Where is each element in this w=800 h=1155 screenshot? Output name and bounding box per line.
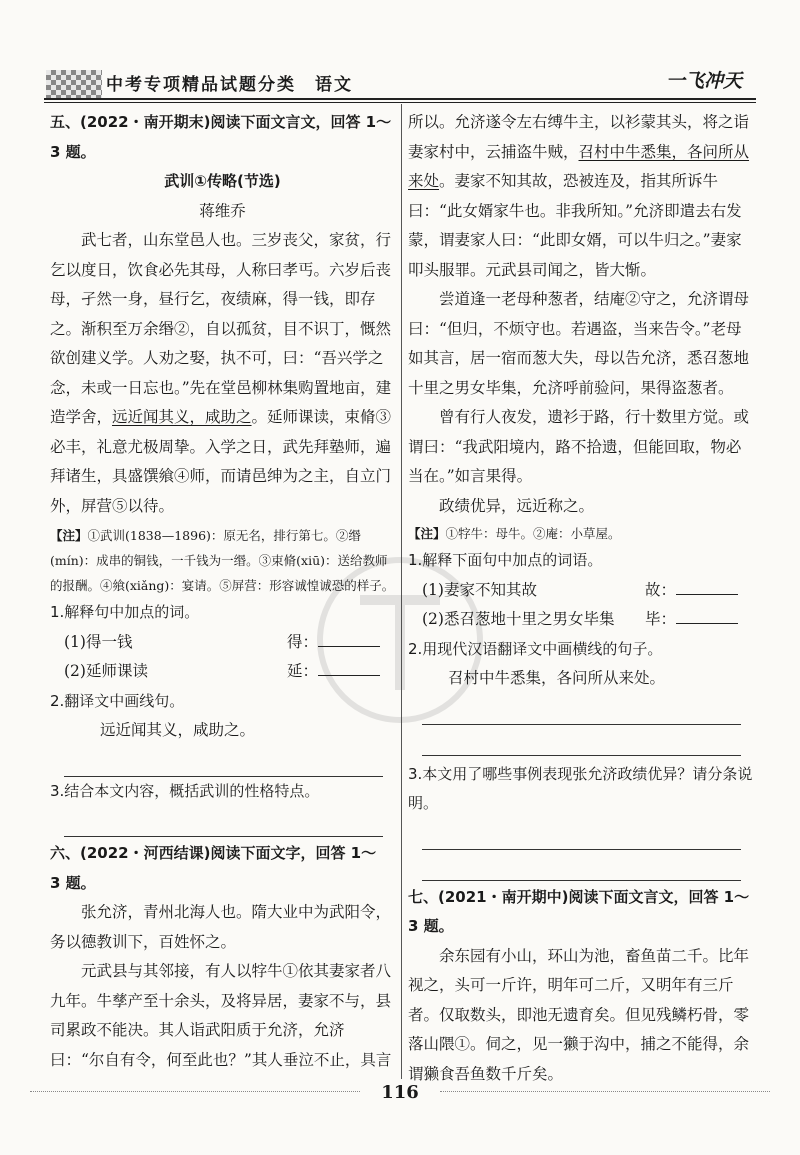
answer-blank[interactable]	[318, 630, 380, 647]
question-2-sentence: 远近闻其义，咸助之。	[100, 721, 256, 739]
question-1: 1.解释下面句中加点的词语。	[408, 551, 603, 569]
footer-rule-left	[30, 1091, 360, 1093]
question-2: 2.用现代汉语翻译文中画横线的句子。	[408, 639, 663, 658]
header-title: 中考专项精品试题分类 语文	[106, 75, 353, 95]
article-paragraph: 元武县与其邻接，有人以牸牛①依其妻家者八九年。牛孳产至十余头，及将异居，妻家不与，县司累政不能决。其人诣武阳质于允济，允济曰：“尔自有令，何至此也？”其人垂泣不止，具言	[50, 962, 392, 1069]
question-3: 3.本文用了哪些事例表现张允济政绩优异？请分条说明。	[408, 764, 753, 812]
section6-title-cont: 3 题。	[50, 873, 96, 892]
question-2-sentence: 召村中牛悉集，各问所从来处。	[448, 669, 666, 687]
question-2: 2.翻译文中画线句。	[50, 691, 185, 710]
section7-title-cont: 3 题。	[408, 917, 454, 935]
article-title: 武训①传略(节选)	[164, 172, 281, 190]
article-paragraph: 余东园有小山，环山为池，畜鱼苗二千。比年视之，头可一斤许，明年可二斤，又明年有三斤者。仅取数头，即池无遗育矣。但见残鳞朽骨，零落山隈①。伺之，见一獭于沟中，捕之不能得，余谓獭食吾鱼数千斤矣。	[408, 946, 750, 1083]
question-1b: (2)悉召葱地十里之男女毕集 毕：	[408, 605, 753, 635]
article-author: 蒋维乔	[199, 201, 246, 220]
article-paragraph: 武七者，山东堂邑人也。三岁丧父，家贫，行乞以度日，饮食必先其母，人称曰孝丐。六岁后丧母，孑然一身，昼行乞，夜绩麻，得一钱，即存之。渐积至万余缗②，自以孤贫，目不识丁，慨然欲创建义学。人劝之娶，执不可，曰：“吾兴学之念，未或一日忘也。”先在堂邑柳林集购置地亩，建造学舍，远近闻其义，咸助之。延师课读，束脩③必丰，礼意尤极周挚。入学之日，武先拜塾师，遍拜诸生，具盛馔飨④师，而请邑绅为之主，自立门外，屏营⑤以待。	[50, 231, 392, 515]
article-paragraph: 政绩优异，远近称之。	[439, 496, 595, 515]
answer-line[interactable]	[422, 819, 741, 850]
answer-blank[interactable]	[676, 607, 738, 624]
answer-line[interactable]	[422, 850, 741, 881]
footnote: 【注】①牸牛：母牛。②庵：小草屋。	[408, 526, 621, 541]
answer-line[interactable]	[422, 725, 741, 756]
answer-blank[interactable]	[676, 578, 738, 595]
article-paragraph: 曾有行人夜发，遗衫于路，行十数里方觉。或谓曰：“我武阳境内，路不拾遗，但能回取，物必当在。”如言果得。	[408, 408, 750, 485]
left-column	[50, 108, 395, 1075]
article-paragraph: 张允济，青州北海人也。隋大业中为武阳令，务以德教训下，百姓怀之。	[50, 903, 392, 951]
article-paragraph: 尝道逢一老母种葱者，结庵②守之，允济谓母曰：“但归，不烦守也。若遇盗，当来告令。”老母如其言，居一宿而葱大失，母以告允济，悉召葱地十里之男女毕集，允济呼前验问，果得盗葱者。	[408, 290, 750, 397]
footer-rule-right	[440, 1091, 770, 1093]
question-3: 3.结合本文内容，概括武训的性格特点。	[50, 781, 320, 800]
article-paragraph: 所以。允济遂令左右缚牛主，以衫蒙其头，将之诣妻家村中，云捕盗牛贼，召村中牛悉集，各问所从来处。妻家不知其故，恐被连及，指其所诉牛曰：“此女婿家牛也。非我所知。”允济即遣去右发蒙，谓妻家人曰：“此即女婿，可以牛归之。”妻家叩头服罪。元武县司闻之，皆大惭。	[408, 113, 750, 279]
right-column	[408, 108, 753, 1089]
header-pattern-icon	[46, 70, 102, 100]
answer-line[interactable]	[64, 746, 383, 777]
question-1a: (1)妻家不知其故 故：	[408, 576, 753, 606]
section6-title: 六、(2022・河西结课)阅读下面文字，回答 1～	[50, 844, 377, 862]
question-1a: (1)得一钱 得：	[50, 628, 395, 658]
section7-title: 七、(2021・南开期中)阅读下面文言文，回答 1～	[408, 887, 750, 906]
page-number: 116	[381, 1082, 419, 1103]
question-1: 1.解释句中加点的词。	[50, 603, 200, 621]
underlined-sentence: 远近闻其义，咸助之	[112, 408, 252, 426]
footnote: 【注】①武训(1838—1896)：原无名，排行第七。②缗(mín)：成串的铜钱，一千钱为一缗。③束脩(xiū)：送给教师的报酬。④飨(xiǎng)：宴请。⑤屏营：形容诚惶诚恐的样子。	[50, 528, 395, 593]
header-rule	[44, 98, 756, 100]
underlined-sentence: 召村中牛悉集，各问所从来处	[408, 142, 750, 190]
section5-title-cont: 3 题。	[50, 142, 96, 161]
header-brand: 一飞冲天	[665, 70, 742, 92]
answer-line[interactable]	[64, 806, 383, 837]
answer-line[interactable]	[422, 694, 741, 725]
header-rule-thin	[44, 102, 756, 103]
section5-title: 五、(2022・南开期末)阅读下面文言文，回答 1～	[50, 113, 392, 131]
answer-blank[interactable]	[318, 659, 380, 676]
page-header	[0, 0, 800, 100]
question-1b: (2)延师课读 延：	[50, 657, 395, 687]
